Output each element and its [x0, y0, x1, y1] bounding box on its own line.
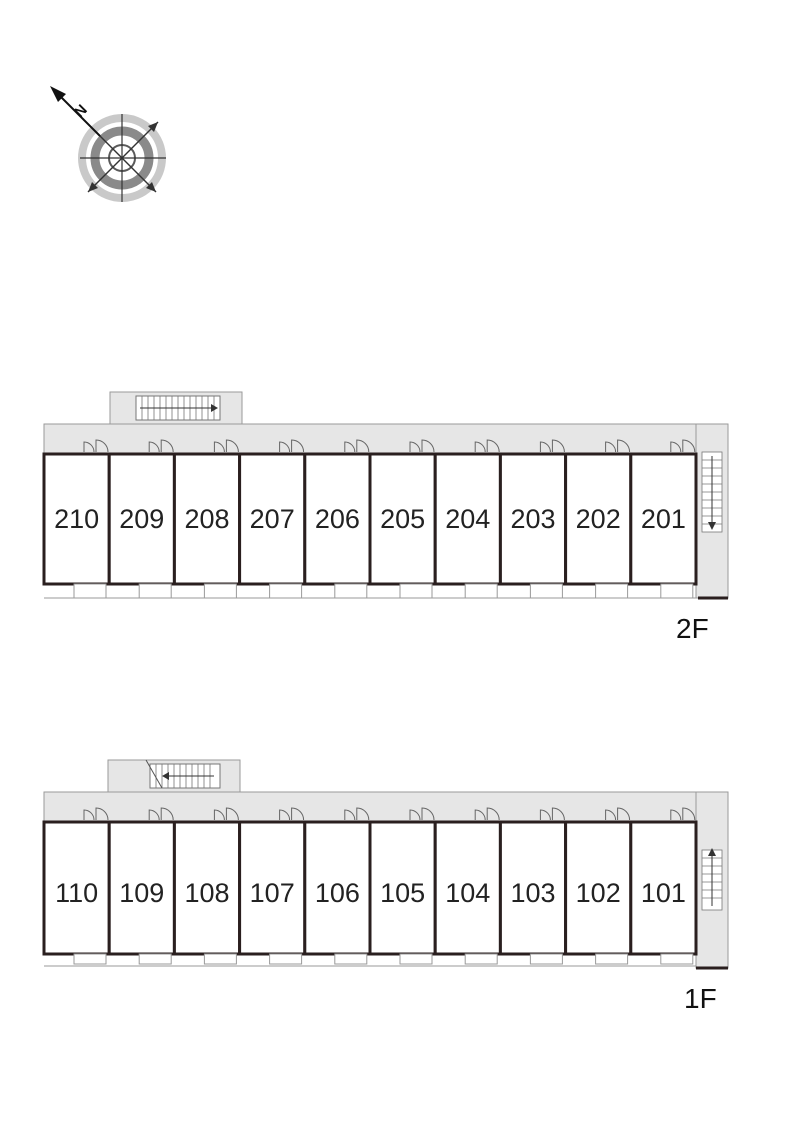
unit-number-label: 201	[640, 504, 686, 534]
balcony	[400, 584, 432, 598]
unit-number-label: 206	[314, 504, 360, 534]
corridor-1f	[44, 792, 728, 822]
unit-number-label: 202	[575, 504, 621, 534]
unit-110	[44, 808, 109, 964]
compass-north-letter: N	[71, 101, 91, 122]
balcony	[74, 954, 106, 964]
floor-label-1f: 1F	[684, 983, 717, 1014]
unit-number-label: 105	[380, 878, 426, 908]
corridor-2f	[44, 424, 728, 454]
unit-number-label: 101	[640, 878, 686, 908]
unit-number-label: 104	[445, 878, 491, 908]
stair-treads-2f	[136, 396, 220, 420]
unit-number-label: 209	[119, 504, 165, 534]
unit-row-2f	[44, 440, 696, 598]
unit-104	[435, 808, 500, 964]
balcony	[400, 954, 432, 964]
balcony	[596, 584, 628, 598]
unit-205	[370, 440, 435, 598]
balcony	[335, 584, 367, 598]
balcony	[465, 954, 497, 964]
balcony	[74, 584, 106, 598]
balcony	[661, 954, 693, 964]
unit-109	[109, 808, 174, 964]
balcony	[204, 954, 236, 964]
unit-number-label: 204	[445, 504, 491, 534]
unit-108	[174, 808, 239, 964]
unit-101	[631, 808, 696, 964]
unit-number-label: 207	[249, 504, 295, 534]
balcony	[661, 584, 693, 598]
unit-210	[44, 440, 109, 598]
unit-209	[109, 440, 174, 598]
unit-number-label: 103	[510, 878, 556, 908]
unit-number-label: 205	[380, 504, 426, 534]
unit-number-label: 210	[54, 504, 100, 534]
unit-number-label: 106	[314, 878, 360, 908]
unit-number-label: 208	[184, 504, 230, 534]
floor-plan-1f	[44, 760, 728, 1014]
unit-107	[240, 808, 305, 964]
balcony	[530, 584, 562, 598]
unit-number-label: 108	[184, 878, 230, 908]
unit-number-label: 109	[119, 878, 165, 908]
unit-202	[566, 440, 631, 598]
unit-206	[305, 440, 370, 598]
unit-102	[566, 808, 631, 964]
unit-number-label: 102	[575, 878, 621, 908]
unit-106	[305, 808, 370, 964]
balcony	[596, 954, 628, 964]
unit-201	[631, 440, 696, 598]
unit-number-label: 110	[55, 878, 99, 908]
unit-number-label: 107	[249, 878, 295, 908]
unit-103	[500, 808, 565, 964]
balcony	[465, 584, 497, 598]
unit-207	[240, 440, 305, 598]
compass-rose-icon	[50, 86, 166, 202]
balcony	[204, 584, 236, 598]
stair-treads-1f	[146, 760, 220, 788]
unit-203	[500, 440, 565, 598]
unit-105	[370, 808, 435, 964]
unit-208	[174, 440, 239, 598]
unit-row-1f	[44, 808, 696, 964]
floor-plan-2f	[44, 392, 728, 644]
balcony	[335, 954, 367, 964]
floor-label-2f: 2F	[676, 613, 709, 644]
balcony	[139, 954, 171, 964]
balcony	[270, 954, 302, 964]
balcony	[530, 954, 562, 964]
unit-number-label: 203	[510, 504, 556, 534]
balcony	[139, 584, 171, 598]
balcony	[270, 584, 302, 598]
unit-204	[435, 440, 500, 598]
